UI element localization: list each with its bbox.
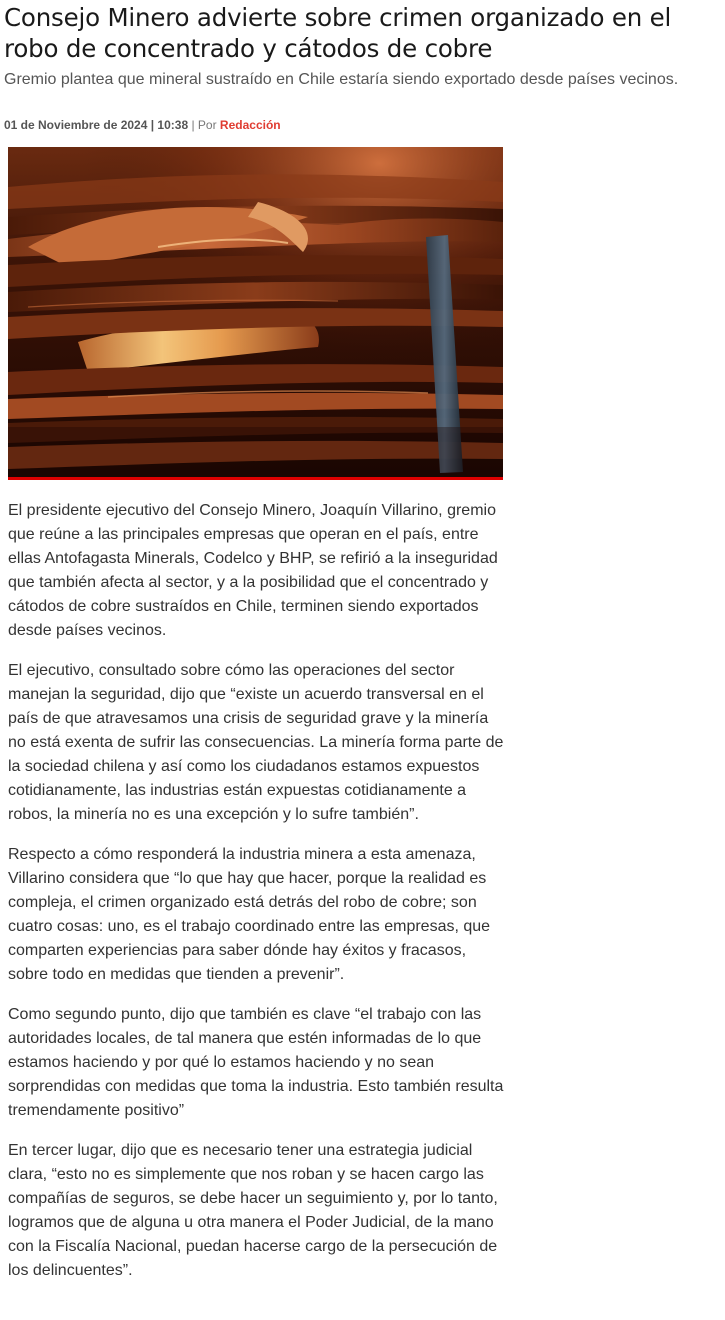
author-link[interactable]: Redacción bbox=[219, 118, 281, 132]
copper-cathodes-image bbox=[8, 147, 503, 477]
publish-date: 01 de Noviembre de 2024 | 10:38 bbox=[4, 118, 189, 132]
paragraph: En tercer lugar, dijo que es necesario tener una estrategia judicial clara, “esto no es simplemente que nos roban y se hacen cargo las compañías de seguros, se debe hacer un seguimiento y, por lo tanto, logramos que de alguna u otra manera el Poder Judicial, de la mano con la Fiscalía Nacional, puedan hacerse cargo de la persecución de los delincuentes”. bbox=[8, 1142, 498, 1279]
article-headline: Consejo Minero advierte sobre crimen organizado en el robo de concentrado y cátodos de cobre bbox=[4, 3, 672, 63]
byline-separator: | Por bbox=[188, 118, 220, 132]
article-byline bbox=[4, 117, 281, 133]
article-subtitle: Gremio plantea que mineral sustraído en Chile estaría siendo exportado desde países vecinos. bbox=[4, 71, 679, 88]
paragraph: Respecto a cómo responderá la industria minera a esta amenaza, Villarino considera que “lo que hay que hacer, porque la realidad es compleja, el crimen organizado está detrás del robo de cobre; son cuatro cosas: uno, es el trabajo coordinado entre las empresas, que comparten experiencias para saber dónde hay éxitos y fracasos, sobre todo en medidas que tienden a prevenir”. bbox=[8, 846, 491, 983]
paragraph: El presidente ejecutivo del Consejo Minero, Joaquín Villarino, gremio que reúne a las principales empresas que operan en el país, entre ellas Antofagasta Minerals, Codelco y BHP, se refirió a la inseguridad que también afecta al sector, y a la posibilidad que el concentrado y cátodos de cobre sustraídos en Chile, terminen siendo exportados desde países vecinos. bbox=[8, 502, 498, 639]
article-body bbox=[8, 499, 508, 1299]
article-photo-copper-cathodes bbox=[8, 147, 503, 480]
paragraph: El ejecutivo, consultado sobre cómo las operaciones del sector manejan la seguridad, dijo que “existe un acuerdo transversal en el país de que atravesamos una crisis de seguridad grave y la minería no está exenta de sufrir las consecuencias. La minería forma parte de la sociedad chilena y así como los ciudadanos estamos expuestos cotidianamente, las industrias están expuestas cotidianamente a robos, la minería no es una excepción y lo sufre también”. bbox=[8, 662, 504, 823]
paragraph: Como segundo punto, dijo que también es clave “el trabajo con las autoridades locales, de tal manera que estén informadas de lo que estamos haciendo y por qué lo estamos haciendo y no sean sorprendidas con medidas que toma la industria. Esto también resulta tremendamente positivo” bbox=[8, 1006, 504, 1119]
